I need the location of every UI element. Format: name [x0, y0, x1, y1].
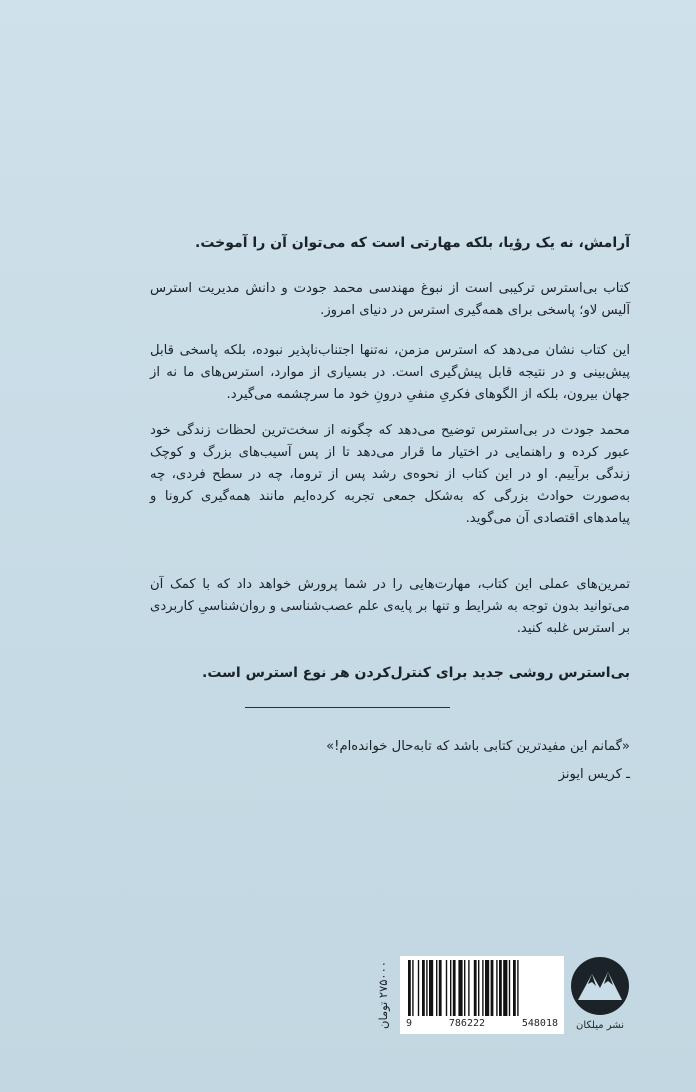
barcode-bar	[499, 960, 502, 1016]
barcode-bar	[468, 960, 469, 1016]
barcode-bar	[429, 960, 433, 1016]
price-label: ۲۷۵۰۰۰ تومان	[376, 961, 390, 1029]
footer	[370, 954, 635, 1036]
barcode-bar	[509, 960, 510, 1016]
isbn-group-1: 786222	[448, 1018, 486, 1029]
barcode-bar	[426, 960, 427, 1016]
barcode-bar	[482, 960, 483, 1016]
barcode-bar	[453, 960, 456, 1016]
publisher-name: نشر میلکان	[576, 1020, 624, 1031]
barcode-bar	[485, 960, 489, 1016]
isbn-prefix: 9	[406, 1018, 413, 1029]
barcode-bar	[422, 960, 425, 1016]
barcode-bar	[503, 960, 507, 1016]
paragraph-chronic-stress: این کتاب نشان می‌دهد که استرس مزمن، نه‌تنها اجتناب‌ناپذیر نبوده، بلکه پاسخی قابل پیش‌بینی و در نتیجه قابل پیش‌گیری است. در بسیاری از موارد، استرس‌های ما نه از جهان بیرون، بلکه از الگوهای فکریِ منفیِ درونِ خود ما سرچشمه می‌گیرد.	[150, 343, 630, 402]
barcode-bar	[496, 960, 497, 1016]
barcode-bar	[450, 960, 451, 1016]
paragraph-author: محمد جودت در بی‌استرس توضیح می‌دهد که چگونه از سخت‌ترین لحظات زندگی خود عبور کرده و راهنمایی در اختیار ما قرار می‌دهد تا از پس آسیب‌های بزرگ و کوچک زندگی برآییم. او در این کتاب از نحوه‌ی رشد پس از تروما، چه در سطح فردی، چه به‌صورت حوادث بزرگی که به‌شکل جمعی تجربه کرده‌ایم مانند همه‌گیری کرونا و پیامدهای اقتصادی آن می‌گوید.	[150, 423, 630, 526]
isbn-barcode	[400, 956, 564, 1034]
barcode-bar	[446, 960, 447, 1016]
barcode-bar	[412, 960, 413, 1016]
barcode-bar	[474, 960, 477, 1016]
mountain-logo-icon	[568, 954, 632, 1018]
closing-statement: بی‌استرس روشی جدید برای کنترل‌کردن هر نوع استرس است.	[202, 665, 630, 681]
barcode-bar	[491, 960, 494, 1016]
paragraph-exercises: تمرین‌های عملی این کتاب، مهارت‌هایی را در شما پرورش خواهد داد که با کمک آن می‌توانید بدون توجه به شرایط و تنها بر پایه‌ی علم عصب‌شناسی و روان‌شناسیِ کاربردی بر استرس غلبه کنید.	[150, 577, 630, 636]
tagline: آرامش، نه یک رؤیا، بلکه مهارتی است که می‌توان آن را آموخت.	[195, 235, 630, 251]
barcode-bars-icon	[400, 956, 564, 1018]
barcode-bar	[458, 960, 462, 1016]
barcode-bar	[408, 960, 411, 1016]
publisher-logo	[568, 954, 632, 1036]
barcode-bar	[464, 960, 465, 1016]
blurb-author: ـ کریس ایونز	[558, 767, 630, 782]
paragraph-intro: کتاب بی‌استرس ترکیبی است از نبوغ مهندسی محمد جودت و دانش مدیریت استرس آلیس لاو؛ پاسخی برای همه‌گیری استرس در دنیای امروز.	[150, 281, 630, 318]
isbn-number	[400, 1018, 564, 1034]
barcode-bar	[436, 960, 437, 1016]
isbn-group-2: 548018	[521, 1018, 558, 1029]
barcode-bar	[478, 960, 479, 1016]
barcode-bar	[418, 960, 419, 1016]
blurb-quote: «گمانم این مفیدترین کتابی باشد که تابه‌حال خوانده‌ام!»	[326, 739, 630, 754]
barcode-bar	[513, 960, 516, 1016]
barcode-bar	[517, 960, 518, 1016]
divider-line	[245, 707, 450, 708]
barcode-bar	[439, 960, 442, 1016]
